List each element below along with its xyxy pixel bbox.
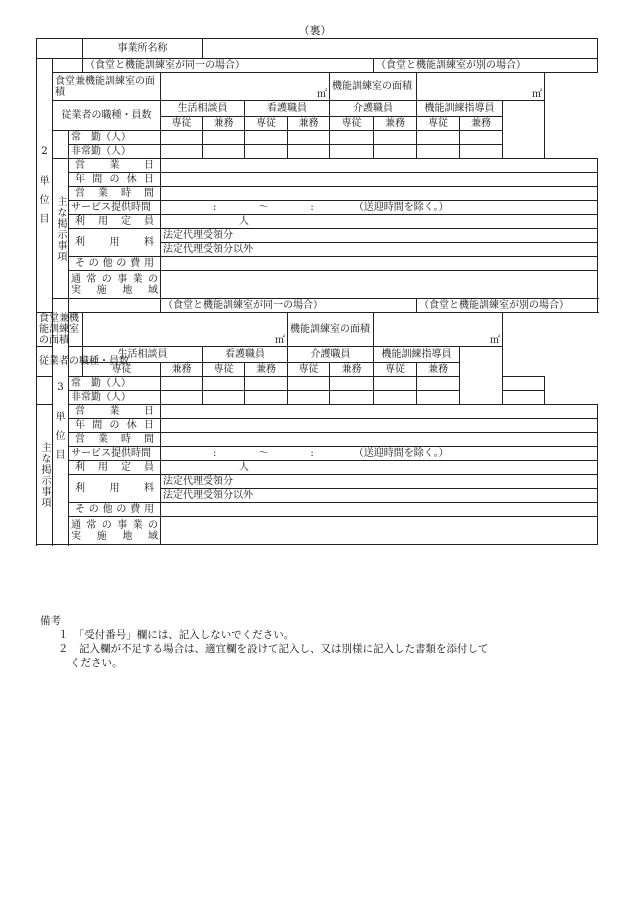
regular-count[interactable]	[245, 131, 288, 145]
fee-label: 利用料	[69, 229, 161, 257]
fulltime-header: 専従	[161, 117, 203, 131]
nonregular-count[interactable]	[330, 145, 374, 159]
fee-other[interactable]: 法定代理受領分以外	[161, 243, 598, 257]
capacity-label: 利用定員	[69, 215, 161, 229]
service-area-label	[69, 271, 161, 299]
fee-other[interactable]: 法定代理受領分以外	[161, 489, 598, 503]
dining-area-label: 食堂兼機能訓練室の面積	[53, 73, 161, 101]
concurrent-header: 兼務	[161, 363, 203, 377]
service-hours-field[interactable]	[161, 201, 598, 215]
notes-section	[40, 614, 560, 670]
main-items-label: 主な掲示事項	[39, 441, 50, 508]
area-spacer	[69, 299, 161, 313]
holidays-field[interactable]	[161, 173, 598, 187]
service-hours-label: サービス提供時間	[69, 201, 161, 215]
unit-label-char: 目	[39, 214, 50, 225]
training-area-label: 機能訓練室の面積	[330, 73, 417, 101]
unit-number: 2	[41, 146, 48, 157]
staff-role: 介護職員	[288, 347, 374, 363]
same-case-label: （食堂と機能訓練室が同一の場合）	[83, 59, 374, 73]
note-1-text: 「受付番号」欄には、記入しないでください。	[79, 629, 295, 641]
colon-1: :	[213, 202, 217, 213]
staff-extra	[460, 347, 503, 405]
service-hours-label: サービス提供時間	[69, 447, 161, 461]
regular-label: 常 勤（人）	[69, 377, 161, 391]
nonregular-label: 非常勤（人）	[69, 145, 161, 159]
colon-2: :	[310, 448, 314, 459]
page-title: （裏）	[298, 24, 332, 37]
business-hours-label: 営業時間	[69, 433, 161, 447]
excl-transport: （送迎時間を除く。）	[353, 202, 449, 213]
training-area-value[interactable]: ㎡	[417, 73, 545, 101]
nonregular-count[interactable]	[203, 145, 245, 159]
unit-label-char: 単	[55, 412, 66, 423]
concurrent-header: 兼務	[245, 363, 288, 377]
regular-count[interactable]	[245, 377, 288, 391]
regular-count[interactable]	[203, 131, 245, 145]
concurrent-header: 兼務	[460, 117, 503, 131]
business-hours-label: 営業時間	[69, 187, 161, 201]
dining-area-label: 食堂兼機能訓練室の面積	[37, 313, 83, 347]
regular-count[interactable]	[288, 377, 330, 391]
nonregular-count[interactable]	[288, 391, 330, 405]
regular-count[interactable]	[161, 131, 203, 145]
unit-label-char: 単	[39, 176, 50, 187]
office-name-field[interactable]	[203, 39, 598, 59]
nonregular-count[interactable]	[330, 391, 374, 405]
fulltime-header: 専従	[330, 117, 374, 131]
staff-count-spacer	[53, 131, 69, 159]
business-hours-field[interactable]	[161, 433, 598, 447]
regular-count[interactable]	[288, 131, 330, 145]
regular-count[interactable]	[374, 377, 417, 391]
staff-role: 機能訓練指導員	[417, 101, 503, 117]
nonregular-count[interactable]	[161, 145, 203, 159]
nonregular-count[interactable]	[417, 145, 460, 159]
nonregular-count[interactable]	[503, 391, 545, 405]
fee-proxy[interactable]: 法定代理受領分	[161, 229, 598, 243]
regular-count[interactable]	[503, 377, 545, 391]
area-line-1: 通常の事業の	[71, 519, 159, 531]
office-name-spacer	[37, 39, 83, 59]
area-line-2: 実施地域	[71, 530, 159, 542]
fee-proxy[interactable]: 法定代理受領分	[161, 475, 598, 489]
concurrent-header: 兼務	[417, 363, 460, 377]
staff-label: 従業者の職種・員数	[53, 101, 161, 131]
fee-label: 利用料	[69, 475, 161, 503]
concurrent-header: 兼務	[330, 363, 374, 377]
capacity-field[interactable]	[161, 215, 598, 229]
unit-number: 3	[57, 382, 64, 393]
unit-label	[37, 59, 53, 313]
note-2	[40, 642, 560, 656]
person-unit: 人	[239, 216, 250, 227]
concurrent-header: 兼務	[288, 117, 330, 131]
unit-label-char: 目	[55, 450, 66, 461]
staff-role: 看護職員	[245, 101, 330, 117]
area-line-1: 通常の事業の	[71, 273, 159, 285]
nonregular-count[interactable]	[161, 391, 203, 405]
fulltime-header: 専従	[374, 363, 417, 377]
concurrent-header: 兼務	[203, 117, 245, 131]
unit-label-char: 位	[55, 431, 66, 442]
separate-case-label: （食堂と機能訓練室が別の場合）	[417, 299, 598, 313]
note-2-number: ２	[58, 643, 69, 655]
colon-2: :	[310, 202, 314, 213]
other-costs-label: その他の費用	[69, 503, 161, 517]
capacity-field[interactable]	[161, 461, 598, 475]
dining-area-value[interactable]: ㎡	[161, 73, 330, 101]
main-items-cell	[37, 405, 53, 545]
nonregular-count[interactable]	[374, 145, 417, 159]
person-unit: 人	[239, 462, 250, 473]
note-2-text: 記入欄が不足する場合は、適宜欄を設けて記入し、又は別様に記入した書類を添付して	[79, 643, 489, 655]
business-days-label: 営 業 日	[69, 405, 161, 419]
staff-count-spacer	[37, 377, 53, 405]
regular-count[interactable]	[374, 131, 417, 145]
regular-count[interactable]	[161, 377, 203, 391]
service-area-field[interactable]	[161, 271, 598, 299]
staff-role: 生活相談員	[83, 347, 203, 363]
training-area-label: 機能訓練室の面積	[288, 313, 374, 347]
note-2-continued: ください。	[70, 657, 123, 669]
nonregular-count[interactable]	[245, 145, 288, 159]
business-days-field[interactable]	[161, 405, 598, 419]
other-costs-field[interactable]	[161, 257, 598, 271]
business-days-label: 営 業 日	[69, 159, 161, 173]
colon-1: :	[213, 448, 217, 459]
office-name-label: 事業所名称	[83, 39, 203, 59]
staff-role: 看護職員	[203, 347, 288, 363]
note-1-number: １	[58, 629, 69, 641]
fulltime-header: 専従	[417, 117, 460, 131]
note-1	[40, 628, 560, 642]
main-items-cell	[53, 159, 69, 299]
regular-count[interactable]	[417, 377, 460, 391]
dining-area-value[interactable]: ㎡	[83, 313, 288, 347]
regular-count[interactable]	[417, 131, 460, 145]
main-items-label: 主な掲示事項	[55, 195, 66, 262]
nonregular-count[interactable]	[417, 391, 460, 405]
staff-role: 介護職員	[330, 101, 417, 117]
fulltime-header: 専従	[203, 363, 245, 377]
nonregular-count[interactable]	[245, 391, 288, 405]
nonregular-count[interactable]	[374, 391, 417, 405]
unit-form-table	[36, 38, 598, 545]
area-spacer	[53, 59, 83, 73]
holidays-field[interactable]	[161, 419, 598, 433]
nonregular-count[interactable]	[288, 145, 330, 159]
regular-count[interactable]	[330, 131, 374, 145]
nonregular-label: 非常勤（人）	[69, 391, 161, 405]
fulltime-header: 専従	[83, 363, 161, 377]
staff-label: 従業者の職種・員数	[37, 347, 83, 377]
service-hours-field[interactable]	[161, 447, 598, 461]
training-area-value[interactable]: ㎡	[374, 313, 503, 347]
nonregular-count[interactable]	[203, 391, 245, 405]
fulltime-header: 専従	[245, 117, 288, 131]
excl-transport: （送迎時間を除く。）	[353, 448, 449, 459]
staff-role: 機能訓練指導員	[374, 347, 460, 363]
regular-count[interactable]	[203, 377, 245, 391]
business-hours-field[interactable]	[161, 187, 598, 201]
same-case-label: （食堂と機能訓練室が同一の場合）	[161, 299, 417, 313]
staff-role: 生活相談員	[161, 101, 245, 117]
other-costs-label: その他の費用	[69, 257, 161, 271]
capacity-label: 利用定員	[69, 461, 161, 475]
tilde: 〜	[258, 448, 269, 459]
holidays-label: 年間の休日	[69, 173, 161, 187]
area-line-2: 実施地域	[71, 284, 159, 296]
concurrent-header: 兼務	[374, 117, 417, 131]
service-area-label	[69, 517, 161, 545]
regular-label: 常 勤（人）	[69, 131, 161, 145]
staff-extra	[503, 101, 545, 159]
tilde: 〜	[258, 202, 269, 213]
regular-count[interactable]	[330, 377, 374, 391]
notes-title: 備考	[40, 615, 61, 627]
other-costs-field[interactable]	[161, 503, 598, 517]
fulltime-header: 専従	[288, 363, 330, 377]
service-area-field[interactable]	[161, 517, 598, 545]
separate-case-label: （食堂と機能訓練室が別の場合）	[374, 59, 598, 73]
holidays-label: 年間の休日	[69, 419, 161, 433]
nonregular-count[interactable]	[460, 145, 503, 159]
unit-label-char: 位	[39, 195, 50, 206]
regular-count[interactable]	[460, 131, 503, 145]
business-days-field[interactable]	[161, 159, 598, 173]
